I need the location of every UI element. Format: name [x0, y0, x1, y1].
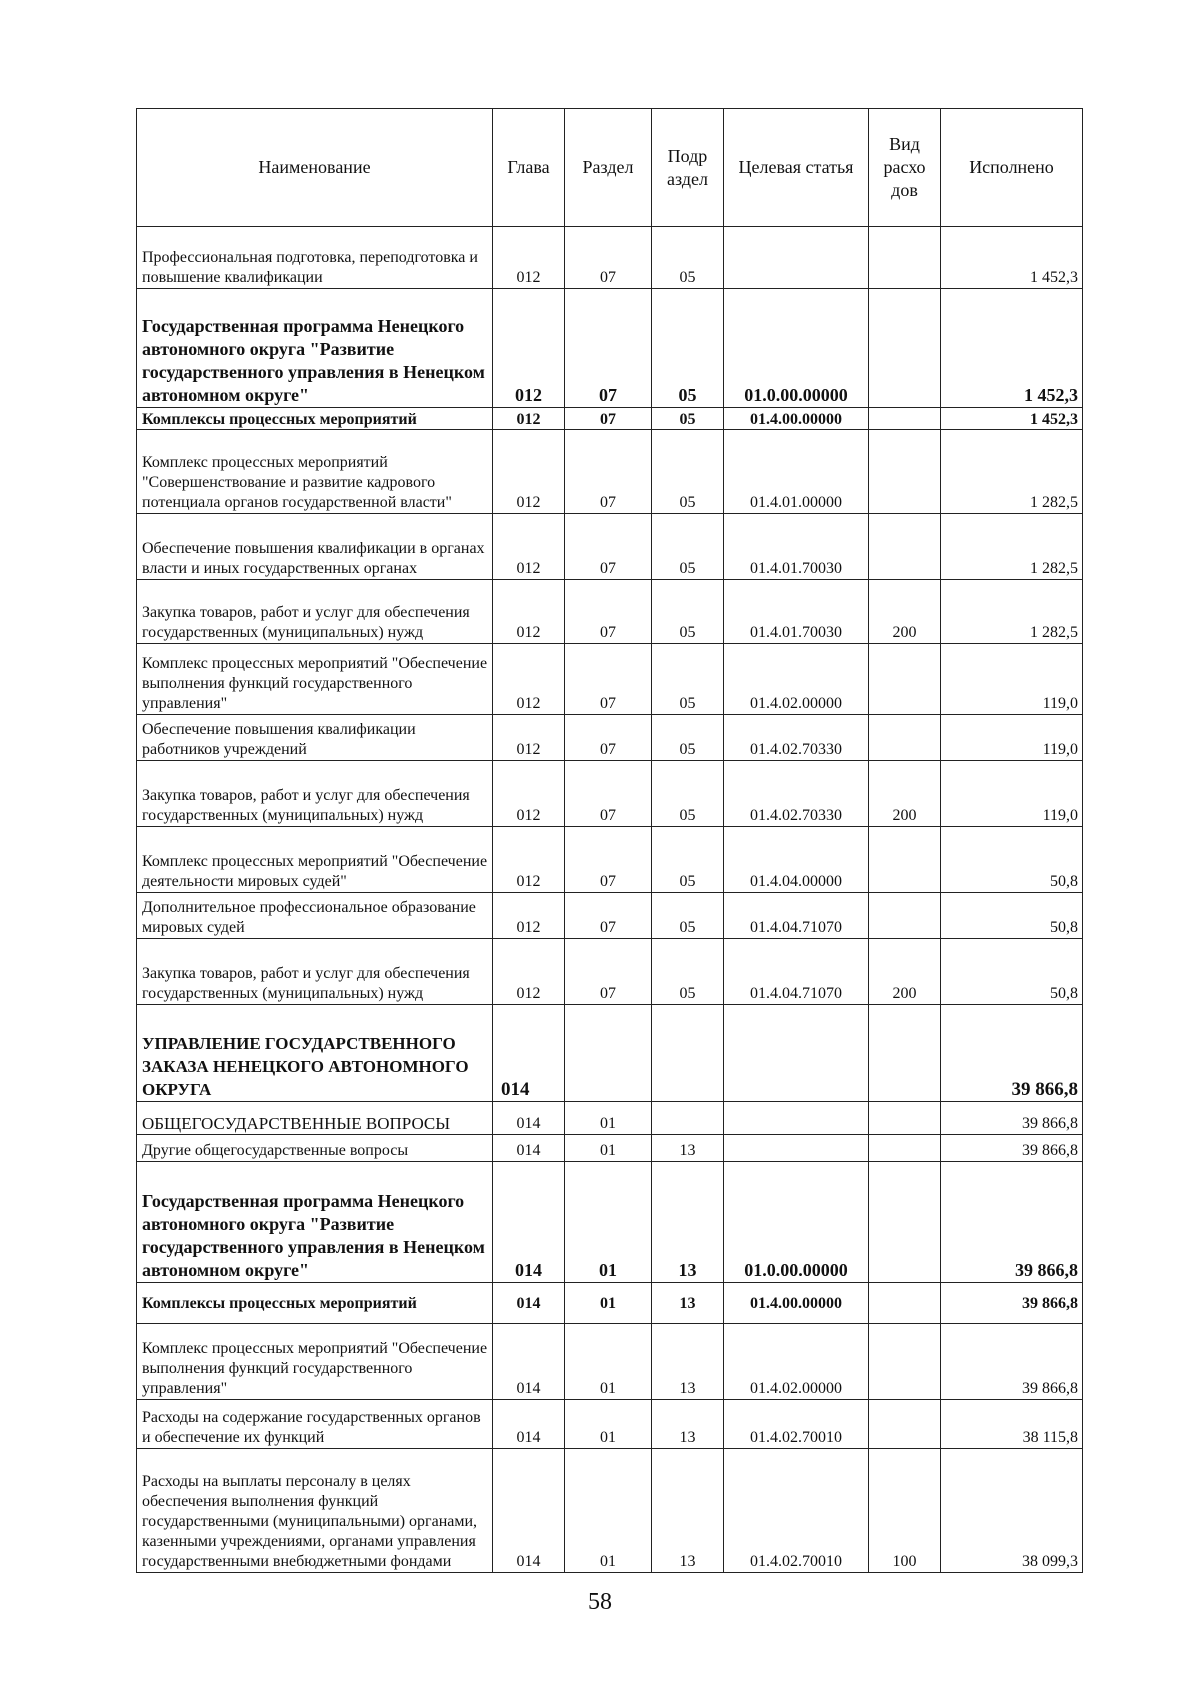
- row-target: 01.4.04.71070: [724, 939, 869, 1005]
- row-target: [724, 227, 869, 289]
- row-target: [724, 1005, 869, 1102]
- row-target: 01.4.00.00000: [724, 1283, 869, 1324]
- row-vid: 100: [869, 1449, 941, 1573]
- row-amount: 119,0: [941, 644, 1083, 715]
- header-podrazdel: Подр аздел: [652, 109, 724, 227]
- row-razdel: 07: [565, 644, 652, 715]
- row-podrazdel: 13: [652, 1449, 724, 1573]
- row-amount: 1 282,5: [941, 514, 1083, 580]
- table-row: [137, 289, 1083, 408]
- row-razdel: 07: [565, 289, 652, 408]
- table-row: [137, 1324, 1083, 1400]
- table-row: [137, 761, 1083, 827]
- row-name: Расходы на выплаты персоналу в целях обеспечения выполнения функций государственными (муниципальными) органами, казенными учреждениями, органами управления государственными внебюджетными фондами: [137, 1449, 493, 1573]
- row-amount: 50,8: [941, 939, 1083, 1005]
- table-row: [137, 939, 1083, 1005]
- row-vid: [869, 514, 941, 580]
- row-glava: 014: [493, 1400, 565, 1449]
- row-razdel: 01: [565, 1449, 652, 1573]
- row-name: Закупка товаров, работ и услуг для обеспечения государственных (муниципальных) нужд: [137, 761, 493, 827]
- row-target: 01.4.01.70030: [724, 580, 869, 644]
- table-row: [137, 1005, 1083, 1102]
- row-target: [724, 1135, 869, 1162]
- row-vid: [869, 430, 941, 514]
- row-glava: 012: [493, 289, 565, 408]
- row-glava: 014: [493, 1324, 565, 1400]
- row-name: УПРАВЛЕНИЕ ГОСУДАРСТВЕННОГО ЗАКАЗА НЕНЕЦКОГО АВТОНОМНОГО ОКРУГА: [137, 1005, 493, 1102]
- row-razdel: 07: [565, 827, 652, 893]
- row-amount: 1 452,3: [941, 408, 1083, 430]
- row-glava: 014: [493, 1449, 565, 1573]
- row-name: Другие общегосударственные вопросы: [137, 1135, 493, 1162]
- table-row: [137, 715, 1083, 761]
- row-vid: [869, 715, 941, 761]
- row-vid: [869, 1283, 941, 1324]
- table-row: [137, 893, 1083, 939]
- row-target: 01.4.01.00000: [724, 430, 869, 514]
- row-vid: [869, 827, 941, 893]
- row-name: Закупка товаров, работ и услуг для обеспечения государственных (муниципальных) нужд: [137, 580, 493, 644]
- table-row: [137, 1449, 1083, 1573]
- row-vid: 200: [869, 939, 941, 1005]
- row-name: Профессиональная подготовка, переподготовка и повышение квалификации: [137, 227, 493, 289]
- row-razdel: 01: [565, 1283, 652, 1324]
- row-name: Комплекс процессных мероприятий "Обеспечение деятельности мировых судей": [137, 827, 493, 893]
- table-row: [137, 1283, 1083, 1324]
- row-amount: 1 282,5: [941, 430, 1083, 514]
- row-vid: [869, 1102, 941, 1135]
- row-amount: 39 866,8: [941, 1005, 1083, 1102]
- row-glava: 012: [493, 939, 565, 1005]
- row-target: 01.0.00.00000: [724, 1162, 869, 1283]
- row-name: Комплекс процессных мероприятий "Обеспечение выполнения функций государственного управления": [137, 1324, 493, 1400]
- row-vid: 200: [869, 580, 941, 644]
- row-vid: [869, 1005, 941, 1102]
- row-vid: [869, 1324, 941, 1400]
- row-glava: 012: [493, 827, 565, 893]
- row-razdel: 07: [565, 715, 652, 761]
- row-target: 01.4.02.70330: [724, 715, 869, 761]
- row-razdel: 01: [565, 1162, 652, 1283]
- row-razdel: 07: [565, 761, 652, 827]
- row-podrazdel: 05: [652, 644, 724, 715]
- row-glava: 012: [493, 715, 565, 761]
- row-podrazdel: 05: [652, 939, 724, 1005]
- row-vid: 200: [869, 761, 941, 827]
- page-number: 58: [588, 1589, 612, 1615]
- table-row: [137, 227, 1083, 289]
- table-row: [137, 1135, 1083, 1162]
- row-podrazdel: 05: [652, 827, 724, 893]
- row-amount: 1 452,3: [941, 289, 1083, 408]
- row-target: 01.4.02.70330: [724, 761, 869, 827]
- row-name: Комплекс процессных мероприятий "Обеспечение выполнения функций государственного управления": [137, 644, 493, 715]
- row-target: 01.0.00.00000: [724, 289, 869, 408]
- row-vid: [869, 1162, 941, 1283]
- row-podrazdel: 05: [652, 227, 724, 289]
- row-amount: 39 866,8: [941, 1162, 1083, 1283]
- row-razdel: 07: [565, 227, 652, 289]
- row-podrazdel: 05: [652, 580, 724, 644]
- row-razdel: 01: [565, 1324, 652, 1400]
- row-podrazdel: 13: [652, 1324, 724, 1400]
- row-name: Обеспечение повышения квалификации в органах власти и иных государственных органах: [137, 514, 493, 580]
- row-glava: 012: [493, 227, 565, 289]
- row-name: Расходы на содержание государственных органов и обеспечение их функций: [137, 1400, 493, 1449]
- row-amount: 1 282,5: [941, 580, 1083, 644]
- row-vid: [869, 289, 941, 408]
- row-razdel: 07: [565, 514, 652, 580]
- row-podrazdel: 13: [652, 1400, 724, 1449]
- row-glava: 012: [493, 893, 565, 939]
- table-row: [137, 1162, 1083, 1283]
- row-glava: 014: [493, 1162, 565, 1283]
- row-glava: 012: [493, 644, 565, 715]
- row-name: ОБЩЕГОСУДАРСТВЕННЫЕ ВОПРОСЫ: [137, 1102, 493, 1135]
- row-amount: 119,0: [941, 715, 1083, 761]
- row-glava: 014: [493, 1005, 565, 1102]
- row-vid: [869, 408, 941, 430]
- row-podrazdel: 05: [652, 715, 724, 761]
- table-header-row: [137, 109, 1083, 227]
- row-name: Государственная программа Ненецкого автономного округа "Развитие государственного управления в Ненецком автономном округе": [137, 1162, 493, 1283]
- header-expense-type: Вид расхо дов: [869, 109, 941, 227]
- header-name: Наименование: [137, 109, 493, 227]
- row-glava: 012: [493, 580, 565, 644]
- row-name: Дополнительное профессиональное образование мировых судей: [137, 893, 493, 939]
- row-amount: 39 866,8: [941, 1283, 1083, 1324]
- row-amount: 50,8: [941, 827, 1083, 893]
- row-target: 01.4.02.70010: [724, 1449, 869, 1573]
- row-razdel: 07: [565, 939, 652, 1005]
- table-row: [137, 408, 1083, 430]
- row-podrazdel: 13: [652, 1162, 724, 1283]
- row-glava: 014: [493, 1102, 565, 1135]
- row-podrazdel: 13: [652, 1135, 724, 1162]
- row-razdel: 01: [565, 1135, 652, 1162]
- row-podrazdel: 13: [652, 1283, 724, 1324]
- table-row: [137, 514, 1083, 580]
- table-row: [137, 1400, 1083, 1449]
- row-razdel: 07: [565, 430, 652, 514]
- row-podrazdel: [652, 1102, 724, 1135]
- row-target: 01.4.04.00000: [724, 827, 869, 893]
- row-vid: [869, 893, 941, 939]
- row-podrazdel: 05: [652, 514, 724, 580]
- table-row: [137, 827, 1083, 893]
- row-amount: 39 866,8: [941, 1135, 1083, 1162]
- row-razdel: 01: [565, 1400, 652, 1449]
- row-target: 01.4.00.00000: [724, 408, 869, 430]
- header-razdel: Раздел: [565, 109, 652, 227]
- row-glava: 012: [493, 408, 565, 430]
- row-name: Обеспечение повышения квалификации работников учреждений: [137, 715, 493, 761]
- table-row: [137, 1102, 1083, 1135]
- budget-execution-table: [136, 108, 1083, 1573]
- row-name: Комплексы процессных мероприятий: [137, 408, 493, 430]
- row-razdel: 01: [565, 1102, 652, 1135]
- row-amount: 50,8: [941, 893, 1083, 939]
- row-target: 01.4.02.00000: [724, 1324, 869, 1400]
- header-glava: Глава: [493, 109, 565, 227]
- row-name: Закупка товаров, работ и услуг для обеспечения государственных (муниципальных) нужд: [137, 939, 493, 1005]
- row-razdel: 07: [565, 893, 652, 939]
- row-podrazdel: 05: [652, 289, 724, 408]
- row-target: 01.4.04.71070: [724, 893, 869, 939]
- row-vid: [869, 644, 941, 715]
- row-amount: 39 866,8: [941, 1102, 1083, 1135]
- row-podrazdel: 05: [652, 893, 724, 939]
- row-razdel: 07: [565, 580, 652, 644]
- row-vid: [869, 1400, 941, 1449]
- row-glava: 012: [493, 761, 565, 827]
- header-target-article: Целевая статья: [724, 109, 869, 227]
- row-name: Комплексы процессных мероприятий: [137, 1283, 493, 1324]
- row-target: 01.4.02.70010: [724, 1400, 869, 1449]
- row-amount: 1 452,3: [941, 227, 1083, 289]
- row-name: Государственная программа Ненецкого автономного округа "Развитие государственного управления в Ненецком автономном округе": [137, 289, 493, 408]
- row-podrazdel: 05: [652, 761, 724, 827]
- row-razdel: 07: [565, 408, 652, 430]
- row-amount: 119,0: [941, 761, 1083, 827]
- header-executed: Исполнено: [941, 109, 1083, 227]
- row-amount: 38 115,8: [941, 1400, 1083, 1449]
- row-glava: 014: [493, 1283, 565, 1324]
- table-row: [137, 644, 1083, 715]
- row-glava: 012: [493, 514, 565, 580]
- table-row: [137, 580, 1083, 644]
- row-podrazdel: 05: [652, 408, 724, 430]
- table-row: [137, 430, 1083, 514]
- row-podrazdel: [652, 1005, 724, 1102]
- row-glava: 014: [493, 1135, 565, 1162]
- row-target: 01.4.01.70030: [724, 514, 869, 580]
- row-target: 01.4.02.00000: [724, 644, 869, 715]
- row-vid: [869, 1135, 941, 1162]
- row-razdel: [565, 1005, 652, 1102]
- row-glava: 012: [493, 430, 565, 514]
- row-podrazdel: 05: [652, 430, 724, 514]
- row-vid: [869, 227, 941, 289]
- row-amount: 38 099,3: [941, 1449, 1083, 1573]
- row-amount: 39 866,8: [941, 1324, 1083, 1400]
- row-target: [724, 1102, 869, 1135]
- row-name: Комплекс процессных мероприятий "Совершенствование и развитие кадрового потенциала органов государственной власти": [137, 430, 493, 514]
